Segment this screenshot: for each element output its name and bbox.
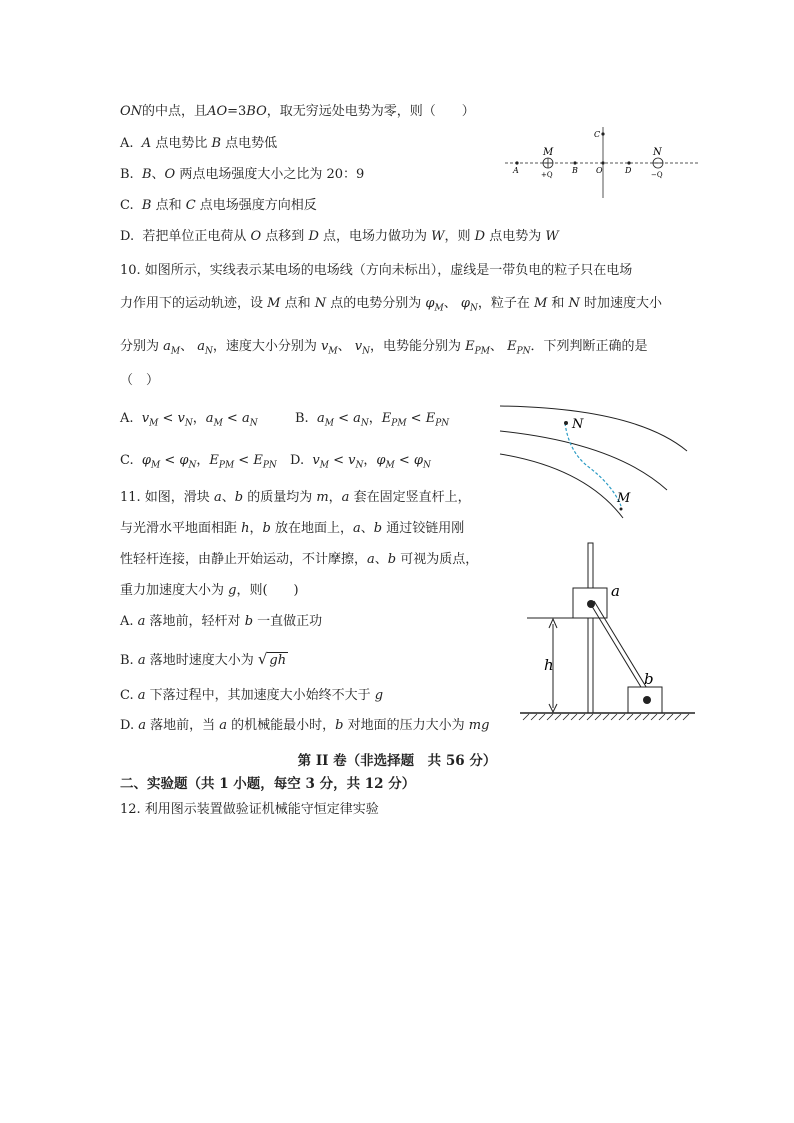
q10-figure <box>495 398 695 523</box>
q11-figure <box>515 540 700 725</box>
q10-option-b: B. $a_M < a_N$，$E_{PM} < E_{PN}$ <box>295 411 450 429</box>
q10-option-a: A. $v_M < v_N$，$a_M < a_N$ <box>120 411 258 429</box>
q11-line4: 重力加速度大小为 g，则( ) <box>120 583 299 598</box>
q9-option-b: B. B、O 两点电场强度大小之比为 20：9 <box>120 167 365 182</box>
q9-stem: ON的中点，且AO=3BO，取无穷远处电势为零，则（ ） <box>120 104 475 119</box>
q9-label-o: O <box>596 166 603 175</box>
q11-line3: 性轻杆连接，由静止开始运动，不计摩擦，a、b 可视为质点， <box>120 552 479 567</box>
q9-option-c: C. B 点和 C 点电场强度方向相反 <box>120 198 317 213</box>
q10-label-m: M <box>617 491 631 506</box>
q10-line3: 分别为 $a_M$、 $a_N$，速度大小分别为 $v_M$、 $v_N$，电势能分别为 $E_{PM}$、 $E_{PN}$．下列判断正确的是 <box>120 339 648 357</box>
q9-option-a: A. A 点电势比 B 点电势低 <box>120 136 278 151</box>
q9-figure <box>500 122 700 202</box>
q11-option-b: B. a 落地时速度大小为 √ gh <box>120 650 287 668</box>
q9-label-b: B <box>572 166 578 175</box>
q11-line2: 与光滑水平地面相距 h，b 放在地面上，a、b 通过铰链用刚 <box>120 521 465 536</box>
q10-option-c: C. $\varphi_M < \varphi_N$，$E_{PM} < E_{PN}$ <box>120 453 277 471</box>
q11-label-h: h <box>544 656 554 674</box>
q11-option-a: A. a 落地前，轻杆对 b 一直做正功 <box>120 614 323 629</box>
q11-label-a: a <box>611 582 620 600</box>
q11-label-b: b <box>644 670 654 688</box>
q11-option-c: C. a 下落过程中，其加速度大小始终不大于 g <box>120 688 384 703</box>
part2-heading: 第 II 卷（非选择题 共 56 分） <box>297 753 497 769</box>
q12-stem: 12. 利用图示装置做验证机械能守恒定律实验 <box>120 802 379 817</box>
q9-label-a: A <box>513 166 519 175</box>
q10-label-n: N <box>572 417 584 432</box>
q9-label-minusq: −Q <box>651 171 663 179</box>
q10-paren: （ ） <box>120 373 160 388</box>
q11-option-d: D. a 落地前，当 a 的机械能最小时，b 对地面的压力大小为 mg <box>120 718 490 733</box>
q11-line1: 11. 如图，滑块 a、b 的质量均为 m，a 套在固定竖直杆上， <box>120 490 471 505</box>
q10-option-d: D. $v_M < v_N$，$\varphi_M < \varphi_N$ <box>290 453 431 471</box>
q10-line1: 10. 如图所示，实线表示某电场的电场线（方向未标出），虚线是一带负电的粒子只在电场 <box>120 263 633 278</box>
q9-label-d: D <box>625 166 632 175</box>
q9-label-m: M <box>543 147 554 158</box>
part2-section-title: 二、实验题（共 1 小题，每空 3 分，共 12 分） <box>120 776 416 792</box>
q9-label-n: N <box>653 147 662 158</box>
q9-label-c: C <box>594 130 601 139</box>
q9-label-plusq: +Q <box>541 171 553 179</box>
q9-option-d: D. 若把单位正电荷从 O 点移到 D 点，电场力做功为 W，则 D 点电势为 W <box>120 229 559 244</box>
q10-line2: 力作用下的运动轨迹，设 M 点和 N 点的电势分别为 $\varphi_M$、 $\varphi_N$，粒子在 M 和 N 时加速度大小 <box>120 296 663 314</box>
